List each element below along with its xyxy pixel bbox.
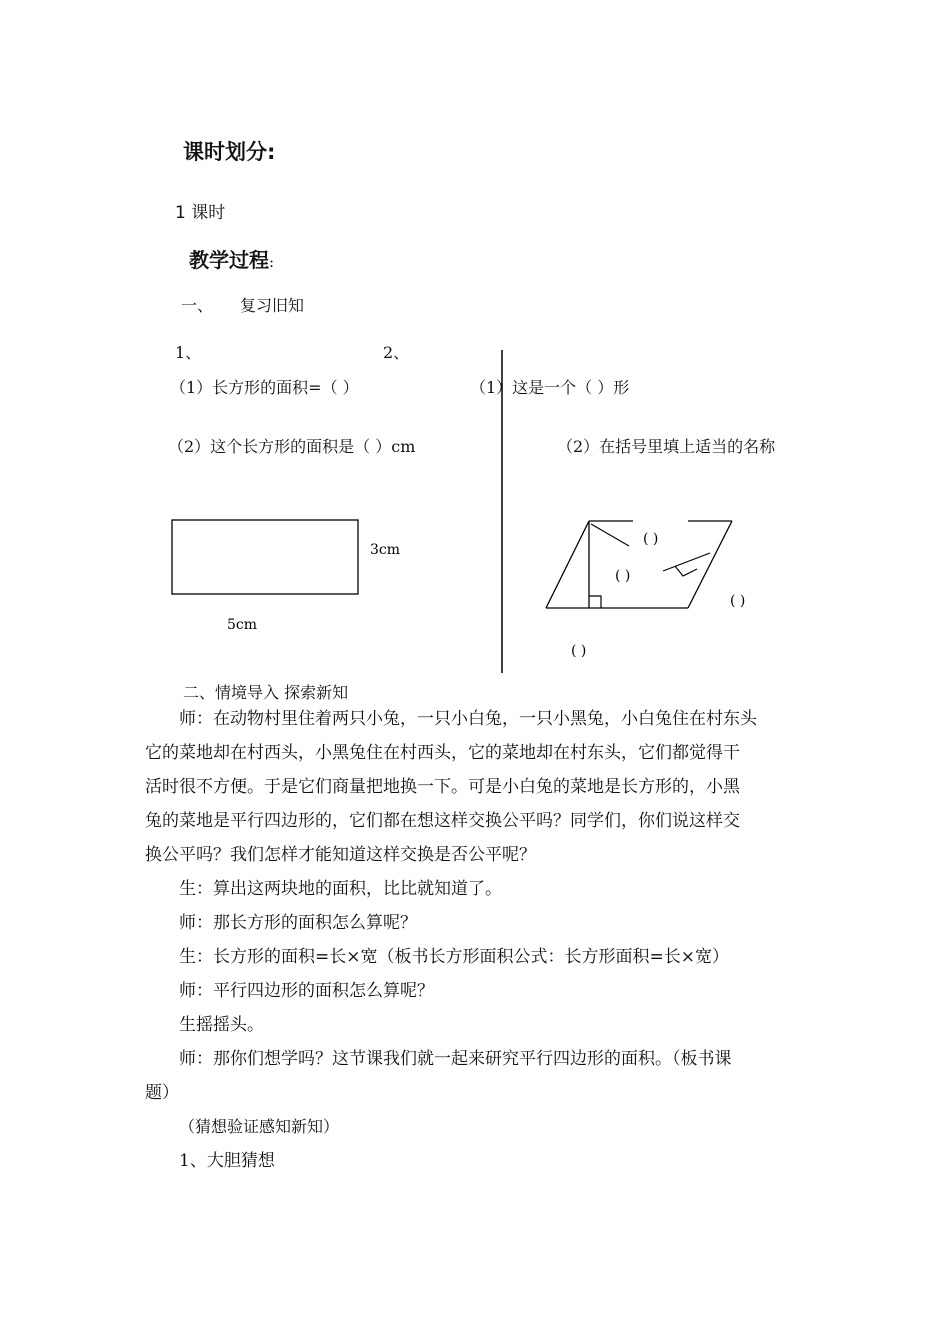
blank-label-middle: ( ) bbox=[615, 568, 631, 584]
story-paragraph bbox=[145, 702, 810, 1178]
dialog-line: 生：长方形的面积=长×宽（板书长方形面积公式：长方形面积=长×宽） bbox=[179, 947, 729, 967]
parallelogram-figure bbox=[546, 521, 732, 608]
period-title: 课时划分: bbox=[183, 140, 276, 164]
period-value: 1 课时 bbox=[175, 203, 226, 223]
story-line: 活时很不方便。于是它们商量把地换一下。可是小白兔的菜地是长方形的，小黑 bbox=[145, 777, 740, 797]
section1-title-text: 复习旧知 bbox=[240, 296, 305, 315]
blank-label-right: ( ) bbox=[730, 593, 746, 609]
story-line: 它的菜地却在村西头，小黑兔住在村西头，它的菜地却在村东头，它们都觉得干 bbox=[145, 743, 740, 763]
rectangle-height-label: 3cm bbox=[370, 542, 401, 558]
dialog-line: 生摇摇头。 bbox=[179, 1015, 264, 1035]
question1-number: 1、 bbox=[175, 343, 202, 362]
step-heading: 1、大胆猜想 bbox=[179, 1151, 275, 1171]
blank-label-top: ( ) bbox=[643, 531, 659, 547]
question2-line1: （1）这是一个（ ）形 bbox=[470, 378, 630, 397]
section1-title-num: 一、 bbox=[181, 296, 214, 315]
question1-line2: （2）这个长方形的面积是（ ）cm bbox=[168, 437, 416, 456]
story-line: 师：在动物村里住着两只小兔，一只小白兔，一只小黑兔，小白兔住在村东头 bbox=[179, 709, 757, 729]
rectangle-width-label: 5cm bbox=[227, 617, 258, 633]
question2-number: 2、 bbox=[383, 343, 410, 362]
right-angle-mark bbox=[589, 596, 601, 608]
sub-heading: （猜想验证感知新知） bbox=[179, 1117, 340, 1136]
closing-line: 题） bbox=[145, 1083, 179, 1103]
section2-title: 二、情境导入 探索新知 bbox=[183, 683, 349, 702]
story-line: 兔的菜地是平行四边形的，它们都在想这样交换公平吗？同学们，你们说这样交 bbox=[145, 811, 740, 831]
question1-line1: （1）长方形的面积=（ ） bbox=[170, 378, 359, 397]
process-colon: : bbox=[269, 253, 275, 271]
dialog-line: 师：平行四边形的面积怎么算呢？ bbox=[179, 981, 434, 1001]
story-line: 换公平吗？我们怎样才能知道这样交换是否公平呢？ bbox=[145, 845, 536, 865]
dialog-line: 生：算出这两块地的面积，比比就知道了。 bbox=[179, 879, 502, 899]
dialog-line: 师：那长方形的面积怎么算呢？ bbox=[179, 913, 417, 933]
process-title: 教学过程 bbox=[189, 248, 269, 272]
question2-line2: （2）在括号里填上适当的名称 bbox=[557, 437, 776, 456]
closing-line: 师：那你们想学吗？这节课我们就一起来研究平行四边形的面积。（板书课 bbox=[179, 1049, 732, 1069]
blank-label-bottom: ( ) bbox=[571, 643, 587, 659]
rectangle-figure bbox=[172, 520, 358, 594]
